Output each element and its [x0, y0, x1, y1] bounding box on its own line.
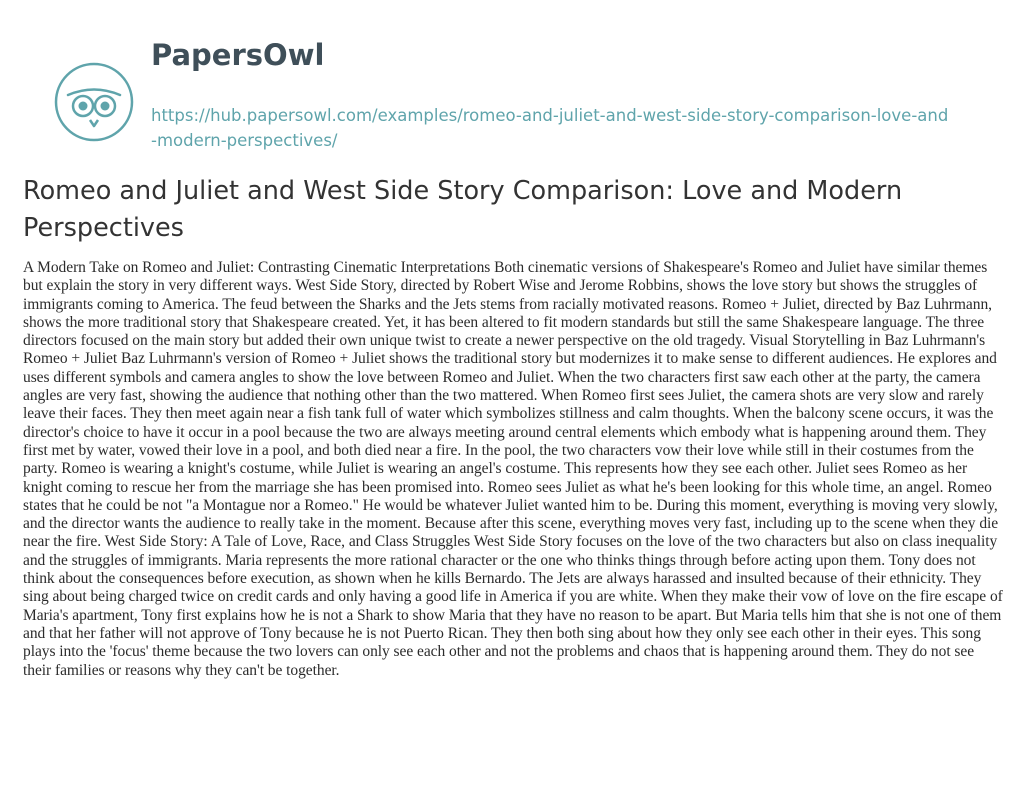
document-title: Romeo and Juliet and West Side Story Comparison: Love and Modern Perspectives	[23, 176, 903, 243]
papersowl-logo	[54, 62, 134, 142]
brand-name: PapersOwl	[151, 38, 325, 72]
source-url-link[interactable]: https://hub.papersowl.com/examples/romeo-and-juliet-and-west-side-story-comparison-love-and-modern-perspectives/	[151, 106, 949, 150]
document-body: A Modern Take on Romeo and Juliet: Contrasting Cinematic Interpretations Both cinematic versions of Shakespeare's Romeo and Juliet have similar themes but explain the story in very different ways. West Side Story, directed by Robert Wise and Jerome Robbins, shows the love story but shows the struggles of immigrants coming to America. The feud between the Sharks and the Jets stems from racially motivated reasons. Romeo + Juliet, directed by Baz Luhrmann, shows the more traditional story that Shakespeare created. Yet, it has been altered to fit modern standards but still the same Shakespeare language. The three directors focused on the main story but added their own unique twist to create a newer perspective on the old tragedy. Visual Storytelling in Baz Luhrmann's Romeo + Juliet Baz Luhrmann's version of Romeo + Juliet shows the traditional story but modernizes it to make sense to different audiences. He explores and uses different symbols and camera angles to show the love between Romeo and Juliet. When the two characters first saw each other at the party, the camera angles are very fast, showing the audience that nothing other than the two mattered. When Romeo first sees Juliet, the camera shots are very slow and rarely leave their faces. They then meet again near a fish tank full of water which symbolizes stillness and calm thoughts. When the balcony scene occurs, it was the director's choice to have it occur in a pool because the two are always meeting around central elements which embody what is happening around them. They first met by water, vowed their love in a pool, and both died near a fire. In the pool, the two characters vow their love while still in their costumes from the party. Romeo is wearing a knight's costume, while Juliet is wearing an angel's costume. This represents how they see each other. Juliet sees Romeo as her knight coming to rescue her from the marriage she has been promised into. Romeo sees Juliet as what he's been looking for this whole time, an angel. Romeo states that he could be not "a Montague nor a Romeo." He would be whatever Juliet wanted him to be. During this moment, everything is moving very slowly, and the director wants the audience to really take in the moment. Because after this scene, everything moves very fast, including up to the scene when they die near the fire. West Side Story: A Tale of Love, Race, and Class Struggles West Side Story focuses on the love of the two characters but also on class inequality and the struggles of immigrants. Maria represents the more rational character or the one who thinks things through before acting upon them. Tony does not think about the consequences before execution, as shown when he kills Bernardo. The Jets are always harassed and insulted because of their ethnicity. They sing about being charged twice on credit cards and only having a good life in America if you are white. When they make their vow of love on the fire escape of Maria's apartment, Tony first explains how he is not a Shark to show Maria that they have no reason to be apart. But Maria tells him that she is not one of them and that her father will not approve of Tony because he is not Puerto Rican. They then both sing about how they only see each other in their eyes. This song plays into the 'focus' theme because the two lovers can only see each other and not the problems and chaos that is happening around them. They do not see their families or reasons why they can't be together.	[23, 259, 1003, 679]
owl-icon	[54, 62, 134, 142]
